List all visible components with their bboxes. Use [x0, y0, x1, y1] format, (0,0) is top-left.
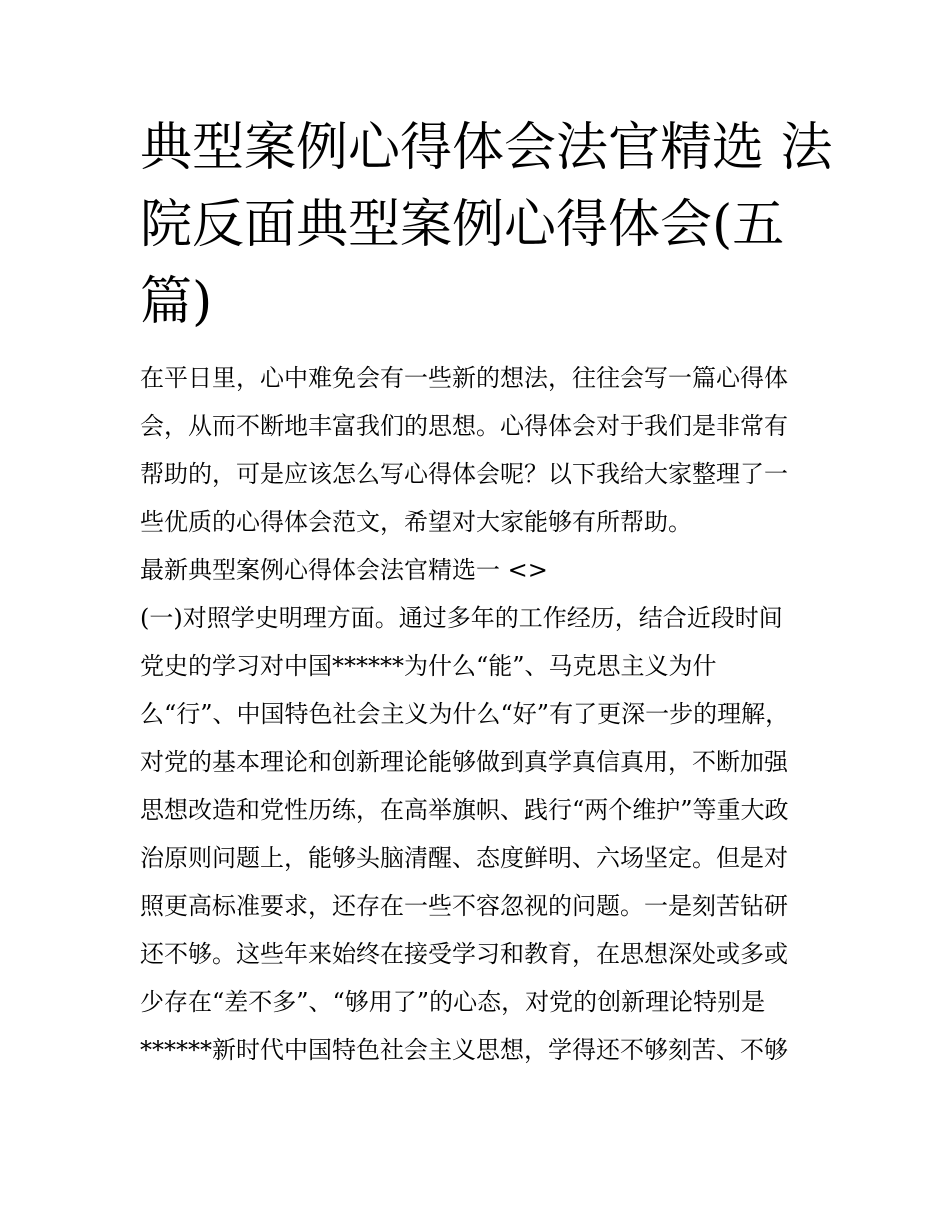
paragraph-line: (一)对照学史明理方面。通过多年的工作经历，结合近段时间: [140, 604, 783, 632]
paragraph-line: 照更高标准要求，还存在一些不容忽视的问题。一是刻苦钻研: [140, 892, 788, 920]
paragraph-line: 思想改造和党性历练，在高举旗帜、践行“两个维护”等重大政: [140, 796, 789, 824]
paragraph-line: 还不够。这些年来始终在接受学习和教育，在思想深处或多或: [140, 940, 788, 968]
section-heading: 最新典型案例心得体会法官精选一 <>: [140, 556, 548, 584]
intro-line: 会，从而不断地丰富我们的思想。心得体会对于我们是非常有: [140, 412, 788, 440]
title-line: 院反面典型案例心得体会(五: [140, 195, 785, 255]
paragraph-line: 少存在“差不多”、“够用了”的心态，对党的创新理论特别是: [140, 988, 766, 1016]
intro-line: 些优质的心得体会范文，希望对大家能够有所帮助。: [140, 508, 692, 536]
paragraph-line: 治原则问题上，能够头脑清醒、态度鲜明、六场坚定。但是对: [140, 844, 788, 872]
title-line: 篇): [140, 272, 213, 332]
paragraph-line: 党史的学习对中国******为什么“能”、马克思主义为什: [140, 652, 717, 680]
document-title: [140, 110, 833, 341]
paragraph-line: 么“行”、中国特色社会主义为什么“好”有了更深一步的理解，: [140, 700, 790, 728]
title-line: 典型案例心得体会法官精选 法: [140, 118, 833, 178]
intro-line: 在平日里，心中难免会有一些新的想法，往往会写一篇心得体: [140, 364, 788, 392]
paragraph-line: ******新时代中国特色社会主义思想，学得还不够刻苦、不够: [140, 1036, 788, 1064]
document-body: [140, 354, 820, 1074]
paragraph-line: 对党的基本理论和创新理论能够做到真学真信真用，不断加强: [140, 748, 788, 776]
intro-line: 帮助的，可是应该怎么写心得体会呢？以下我给大家整理了一: [140, 460, 788, 488]
